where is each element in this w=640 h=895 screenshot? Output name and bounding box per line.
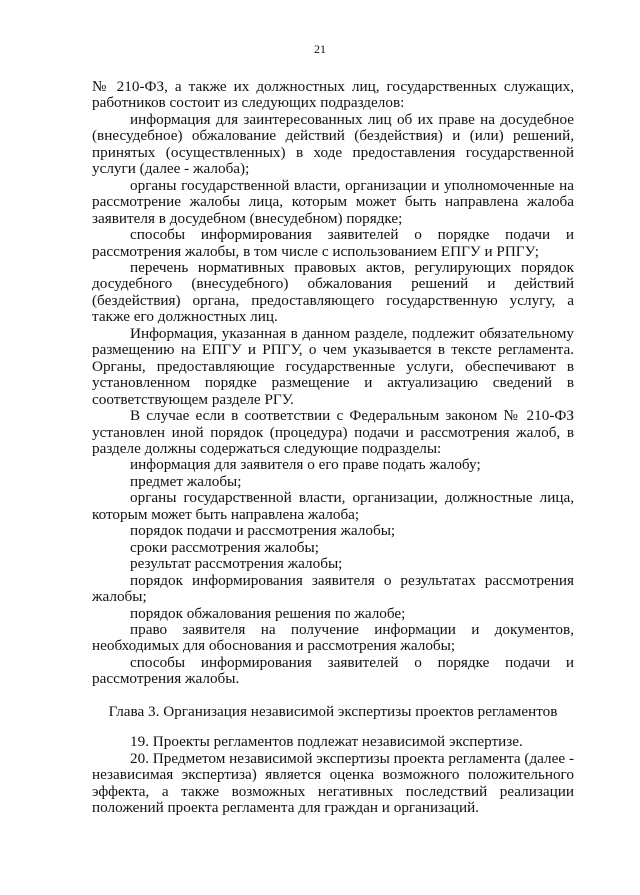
paragraph: перечень нормативных правовых актов, регулирующих порядок досудебного (внесудебного) обжалования решений и действий (бездействия) органа, предоставляющего государственную услугу, а также его должностных лиц. [92, 258, 574, 326]
page-number: 21 [314, 42, 326, 56]
list-item: порядок обжалования решения по жалобе; [130, 604, 406, 622]
paragraph: № 210-ФЗ, а также их должностных лиц, государственных служащих, работников состоит из следующих подразделов: [92, 78, 574, 112]
chapter-heading: Глава 3. Организация независимой экспертизы проектов регламентов [108, 702, 558, 720]
paragraph: способы информирования заявителей о порядке подачи и рассмотрения жалобы, в том числе с использованием ЕПГУ и РПГУ; [92, 226, 574, 260]
list-item: результат рассмотрения жалобы; [130, 555, 343, 573]
list-item: способы информирования заявителей о порядке подачи и рассмотрения жалобы. [92, 653, 574, 688]
paragraph: 20. Предметом независимой экспертизы проекта регламента (далее - независимая экспертиза) является оценка возможного положительного эффекта, а также возможных негативных последствий реализации положений проекта регламента для граждан и организаций. [92, 749, 574, 817]
paragraph: информация для заинтересованных лиц об их праве на досудебное (внесудебное) обжалование действий (бездействия) и (или) решений, принятых (осуществленных) в ходе предоставления государственной услуги (далее - жалоба); [92, 110, 574, 178]
paragraph: органы государственной власти, организации и уполномоченные на рассмотрение жалобы лица, которым может быть направлена жалоба заявителя в досудебном (внесудебном) порядке; [92, 176, 574, 227]
list-item: предмет жалобы; [130, 472, 242, 490]
list-item: сроки рассмотрения жалобы; [130, 538, 319, 556]
paragraph: 19. Проекты регламентов подлежат независимой экспертизе. [130, 733, 523, 751]
body-text-continued [92, 734, 574, 816]
list-item: информация для заявителя о его праве подать жалобу; [130, 456, 481, 474]
list-item: право заявителя на получение информации и документов, необходимых для обоснования и рассмотрения жалобы; [92, 620, 574, 655]
list-item: порядок информирования заявителя о результатах рассмотрения жалобы; [92, 571, 574, 606]
paragraph: Информация, указанная в данном разделе, подлежит обязательному размещению на ЕПГУ и РПГУ, о чем указывается в тексте регламента. Органы, предоставляющие государственные услуги, обеспечивают в установленном порядке размещение и актуализацию сведений в соответствующем разделе РГУ. [92, 324, 574, 408]
paragraph: В случае если в соответствии с Федеральным законом № 210-ФЗ установлен иной порядок (процедура) подачи и рассмотрения жалоб, в разделе должны содержаться следующие подразделы: [92, 407, 574, 457]
list-item: порядок подачи и рассмотрения жалобы; [130, 522, 396, 540]
body-text [92, 79, 574, 688]
list-item: органы государственной власти, организации, должностные лица, которым может быть направлена жалоба; [92, 489, 574, 523]
